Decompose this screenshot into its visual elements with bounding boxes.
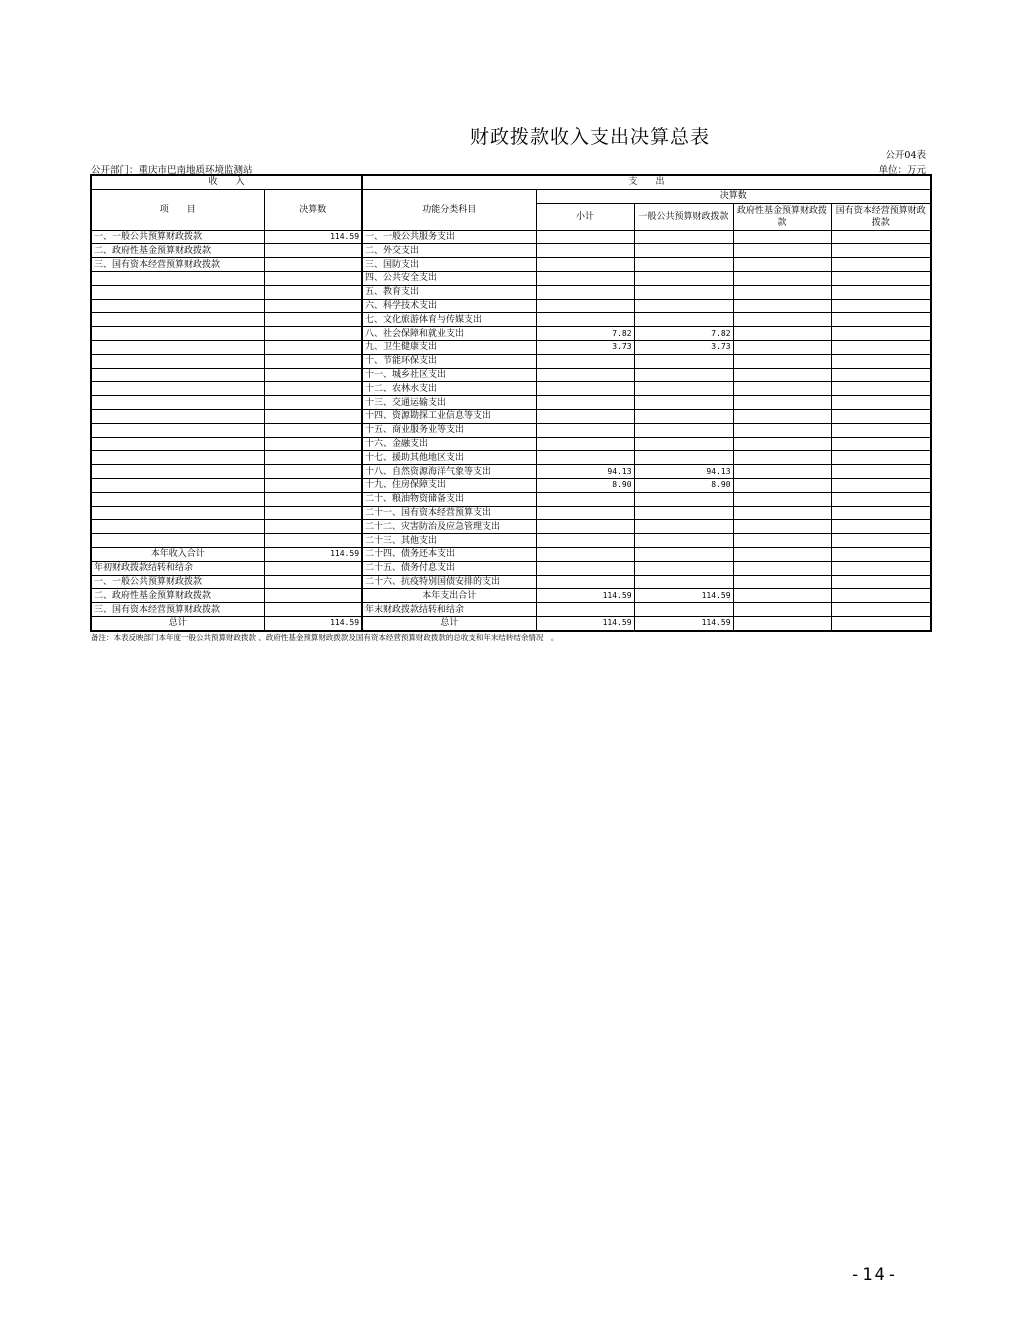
state-capital-cell <box>831 396 931 410</box>
table-row <box>91 285 931 299</box>
income-item-cell: 二、政府性基金预算财政拨款 <box>91 589 264 603</box>
income-amount-cell <box>264 368 362 382</box>
general-budget-cell: 94.13 <box>634 465 733 479</box>
state-capital-cell <box>831 271 931 285</box>
income-amount-cell <box>264 534 362 548</box>
expense-item-cell: 本年支出合计 <box>362 589 536 603</box>
expense-item-cell: 十四、资源勘探工业信息等支出 <box>362 409 536 423</box>
state-capital-cell <box>831 327 931 341</box>
income-amount-cell <box>264 437 362 451</box>
general-budget-header: 一般公共预算财政拨款 <box>634 203 733 230</box>
expense-item-cell: 二、外交支出 <box>362 244 536 258</box>
table-row <box>91 506 931 520</box>
general-budget-cell <box>634 299 733 313</box>
state-capital-cell <box>831 575 931 589</box>
income-amount-cell <box>264 244 362 258</box>
table-row <box>91 313 931 327</box>
income-item-cell <box>91 437 264 451</box>
subtotal-cell <box>536 285 634 299</box>
income-amount-cell <box>264 506 362 520</box>
state-capital-cell <box>831 340 931 354</box>
state-capital-header: 国有资本经营预算财政拨款 <box>831 203 931 230</box>
expense-item-cell: 二十二、灾害防治及应急管理支出 <box>362 520 536 534</box>
general-budget-cell <box>634 409 733 423</box>
general-budget-cell <box>634 575 733 589</box>
income-amount-cell <box>264 478 362 492</box>
unit-label: 单位：万元 <box>878 165 926 176</box>
state-capital-cell <box>831 492 931 506</box>
income-item-cell: 三、国有资本经营预算财政拨款 <box>91 258 264 272</box>
income-item-cell <box>91 423 264 437</box>
gov-fund-cell <box>733 423 831 437</box>
expense-item-cell: 九、卫生健康支出 <box>362 340 536 354</box>
income-item-cell <box>91 299 264 313</box>
income-amount-cell <box>264 575 362 589</box>
subtotal-cell <box>536 368 634 382</box>
subtotal-cell <box>536 271 634 285</box>
income-item-cell <box>91 354 264 368</box>
general-budget-cell <box>634 285 733 299</box>
state-capital-cell <box>831 534 931 548</box>
income-item-cell <box>91 534 264 548</box>
state-capital-cell <box>831 230 931 244</box>
expense-item-cell: 十三、交通运输支出 <box>362 396 536 410</box>
expense-item-cell: 八、社会保障和就业支出 <box>362 327 536 341</box>
table-row <box>91 575 931 589</box>
table-row <box>91 423 931 437</box>
expense-item-cell: 二十一、国有资本经营预算支出 <box>362 506 536 520</box>
income-amount-cell <box>264 382 362 396</box>
income-item-cell: 二、政府性基金预算财政拨款 <box>91 244 264 258</box>
gov-fund-cell <box>733 327 831 341</box>
gov-fund-cell <box>733 492 831 506</box>
general-budget-cell <box>634 603 733 617</box>
subtotal-cell <box>536 534 634 548</box>
page-title: 财政拨款收入支出决算总表 <box>469 126 710 148</box>
income-amount-cell <box>264 589 362 603</box>
expense-item-cell: 七、文化旅游体育与传媒支出 <box>362 313 536 327</box>
subtotal-cell <box>536 451 634 465</box>
form-code: 公开04表 <box>885 150 926 161</box>
state-capital-cell <box>831 244 931 258</box>
table-row <box>91 547 931 561</box>
expense-item-cell: 十九、住房保障支出 <box>362 478 536 492</box>
gov-fund-cell <box>733 616 831 630</box>
state-capital-cell <box>831 437 931 451</box>
expense-item-cell: 十五、商业服务业等支出 <box>362 423 536 437</box>
table-row <box>91 616 931 630</box>
table-row <box>91 396 931 410</box>
expense-item-cell: 十六、金融支出 <box>362 437 536 451</box>
gov-fund-cell <box>733 354 831 368</box>
income-item-cell <box>91 285 264 299</box>
gov-fund-cell <box>733 478 831 492</box>
expense-item-cell: 五、教育支出 <box>362 285 536 299</box>
income-item-cell <box>91 313 264 327</box>
footnote: 备注：本表反映部门本年度一般公共预算财政拨款 、政府性基金预算财政拨款及国有资本经营预算财政拨款的总收支和年末结转结余情况 。 <box>91 633 559 642</box>
state-capital-cell <box>831 478 931 492</box>
general-budget-cell: 7.82 <box>634 327 733 341</box>
income-item-cell <box>91 451 264 465</box>
table-row <box>91 561 931 575</box>
general-budget-cell <box>634 520 733 534</box>
income-item-cell <box>91 382 264 396</box>
budget-summary-table <box>90 174 932 632</box>
table-row <box>91 478 931 492</box>
state-capital-cell <box>831 299 931 313</box>
gov-fund-cell <box>733 465 831 479</box>
income-item-cell <box>91 396 264 410</box>
state-capital-cell <box>831 589 931 603</box>
general-budget-cell <box>634 313 733 327</box>
state-capital-cell <box>831 616 931 630</box>
income-item-cell: 三、国有资本经营预算财政拨款 <box>91 603 264 617</box>
state-capital-cell <box>831 603 931 617</box>
gov-fund-cell <box>733 534 831 548</box>
income-amount-cell <box>264 354 362 368</box>
income-amount-cell <box>264 603 362 617</box>
table-row <box>91 244 931 258</box>
expense-item-cell: 二十六、抗疫特别国债安排的支出 <box>362 575 536 589</box>
state-capital-cell <box>831 561 931 575</box>
general-budget-cell: 8.90 <box>634 478 733 492</box>
income-item-cell <box>91 327 264 341</box>
table-row <box>91 382 931 396</box>
expense-header: 支 出 <box>362 175 931 189</box>
subtotal-cell <box>536 396 634 410</box>
general-budget-cell <box>634 423 733 437</box>
income-amount-cell: 114.59 <box>264 616 362 630</box>
subtotal-cell <box>536 423 634 437</box>
gov-fund-header: 政府性基金预算财政拨款 <box>733 203 831 230</box>
subtotal-cell <box>536 354 634 368</box>
table-row <box>91 354 931 368</box>
income-amount-cell <box>264 451 362 465</box>
state-capital-cell <box>831 409 931 423</box>
income-amount-cell <box>264 340 362 354</box>
expense-item-cell: 四、公共安全支出 <box>362 271 536 285</box>
subtotal-cell <box>536 299 634 313</box>
income-item-cell: 一、一般公共预算财政拨款 <box>91 575 264 589</box>
expense-item-cell: 三、国防支出 <box>362 258 536 272</box>
subtotal-cell: 114.59 <box>536 589 634 603</box>
expense-item-cell: 一、一般公共服务支出 <box>362 230 536 244</box>
general-budget-cell <box>634 547 733 561</box>
table-row <box>91 258 931 272</box>
table-row <box>91 492 931 506</box>
table-row <box>91 299 931 313</box>
gov-fund-cell <box>733 506 831 520</box>
general-budget-cell <box>634 534 733 548</box>
income-item-cell: 本年收入合计 <box>91 547 264 561</box>
state-capital-cell <box>831 258 931 272</box>
subtotal-cell <box>536 313 634 327</box>
expense-item-cell: 十二、农林水支出 <box>362 382 536 396</box>
expense-item-cell: 六、科学技术支出 <box>362 299 536 313</box>
income-header: 收 入 <box>91 175 362 189</box>
general-budget-cell <box>634 561 733 575</box>
subtotal-cell: 114.59 <box>536 616 634 630</box>
state-capital-cell <box>831 285 931 299</box>
gov-fund-cell <box>733 340 831 354</box>
department-label: 公开部门：重庆市巴南地质环境监测站 <box>91 165 253 176</box>
table-row <box>91 340 931 354</box>
subtotal-cell <box>536 561 634 575</box>
general-budget-cell: 114.59 <box>634 616 733 630</box>
income-item-cell: 总计 <box>91 616 264 630</box>
item-header: 项 目 <box>91 189 264 230</box>
income-item-cell <box>91 492 264 506</box>
page-number: -14- <box>850 1265 899 1285</box>
income-item-cell <box>91 409 264 423</box>
table-row <box>91 603 931 617</box>
state-capital-cell <box>831 354 931 368</box>
table-row <box>91 271 931 285</box>
expense-item-cell: 年末财政拨款结转和结余 <box>362 603 536 617</box>
gov-fund-cell <box>733 244 831 258</box>
table-row <box>91 327 931 341</box>
gov-fund-cell <box>733 589 831 603</box>
subtotal-cell: 7.82 <box>536 327 634 341</box>
gov-fund-cell <box>733 409 831 423</box>
table-row <box>91 534 931 548</box>
subtotal-cell <box>536 409 634 423</box>
gov-fund-cell <box>733 575 831 589</box>
table-row <box>91 368 931 382</box>
income-amount-cell <box>264 299 362 313</box>
income-item-cell <box>91 520 264 534</box>
table-body <box>91 230 931 631</box>
income-amount-cell <box>264 313 362 327</box>
state-capital-cell <box>831 547 931 561</box>
income-amount-cell <box>264 520 362 534</box>
income-amount-cell <box>264 285 362 299</box>
subtotal-cell <box>536 603 634 617</box>
general-budget-cell <box>634 258 733 272</box>
income-item-cell <box>91 368 264 382</box>
expense-item-cell: 二十四、债务还本支出 <box>362 547 536 561</box>
general-budget-cell <box>634 382 733 396</box>
income-item-cell: 年初财政拨款结转和结余 <box>91 561 264 575</box>
state-capital-cell <box>831 368 931 382</box>
subtotal-cell: 8.90 <box>536 478 634 492</box>
general-budget-cell <box>634 244 733 258</box>
income-amount-cell: 114.59 <box>264 230 362 244</box>
general-budget-cell: 114.59 <box>634 589 733 603</box>
general-budget-cell <box>634 354 733 368</box>
state-capital-cell <box>831 423 931 437</box>
subtotal-cell <box>536 492 634 506</box>
table-row <box>91 230 931 244</box>
subtotal-cell <box>536 575 634 589</box>
final-amount-header: 决算数 <box>536 189 931 203</box>
income-item-cell <box>91 465 264 479</box>
income-amount-cell <box>264 409 362 423</box>
expense-item-cell: 二十五、债务付息支出 <box>362 561 536 575</box>
gov-fund-cell <box>733 271 831 285</box>
income-item-cell <box>91 478 264 492</box>
gov-fund-cell <box>733 313 831 327</box>
table-row <box>91 465 931 479</box>
expense-item-cell: 二十三、其他支出 <box>362 534 536 548</box>
gov-fund-cell <box>733 368 831 382</box>
subtotal-cell <box>536 244 634 258</box>
expense-item-cell: 总计 <box>362 616 536 630</box>
general-budget-cell <box>634 368 733 382</box>
subtotal-cell <box>536 258 634 272</box>
income-item-cell <box>91 271 264 285</box>
gov-fund-cell <box>733 451 831 465</box>
subtotal-cell <box>536 520 634 534</box>
general-budget-cell <box>634 492 733 506</box>
state-capital-cell <box>831 451 931 465</box>
general-budget-cell <box>634 451 733 465</box>
general-budget-cell <box>634 230 733 244</box>
state-capital-cell <box>831 520 931 534</box>
income-amount-cell <box>264 258 362 272</box>
income-amount-cell <box>264 561 362 575</box>
expense-item-cell: 十七、援助其他地区支出 <box>362 451 536 465</box>
gov-fund-cell <box>733 520 831 534</box>
gov-fund-cell <box>733 285 831 299</box>
income-amount-cell <box>264 396 362 410</box>
gov-fund-cell <box>733 561 831 575</box>
income-amount-cell <box>264 423 362 437</box>
gov-fund-cell <box>733 547 831 561</box>
table-row <box>91 409 931 423</box>
subtotal-cell: 3.73 <box>536 340 634 354</box>
general-budget-cell <box>634 396 733 410</box>
income-item-cell <box>91 340 264 354</box>
subtotal-cell <box>536 382 634 396</box>
state-capital-cell <box>831 506 931 520</box>
income-amount-cell <box>264 465 362 479</box>
income-amount-header: 决算数 <box>264 189 362 230</box>
expense-item-cell: 十一、城乡社区支出 <box>362 368 536 382</box>
table-row <box>91 589 931 603</box>
general-budget-cell <box>634 271 733 285</box>
income-amount-cell <box>264 327 362 341</box>
subtotal-cell <box>536 230 634 244</box>
subtotal-header: 小计 <box>536 203 634 230</box>
function-class-header: 功能分类科目 <box>362 189 536 230</box>
subtotal-cell <box>536 506 634 520</box>
gov-fund-cell <box>733 299 831 313</box>
gov-fund-cell <box>733 396 831 410</box>
general-budget-cell: 3.73 <box>634 340 733 354</box>
general-budget-cell <box>634 437 733 451</box>
income-item-cell <box>91 506 264 520</box>
state-capital-cell <box>831 313 931 327</box>
gov-fund-cell <box>733 603 831 617</box>
state-capital-cell <box>831 465 931 479</box>
income-item-cell: 一、一般公共预算财政拨款 <box>91 230 264 244</box>
gov-fund-cell <box>733 258 831 272</box>
subtotal-cell: 94.13 <box>536 465 634 479</box>
gov-fund-cell <box>733 382 831 396</box>
income-amount-cell <box>264 492 362 506</box>
table-row <box>91 437 931 451</box>
income-amount-cell <box>264 271 362 285</box>
gov-fund-cell <box>733 230 831 244</box>
expense-item-cell: 二十、粮油物资储备支出 <box>362 492 536 506</box>
expense-item-cell: 十、节能环保支出 <box>362 354 536 368</box>
income-amount-cell: 114.59 <box>264 547 362 561</box>
subtotal-cell <box>536 437 634 451</box>
table-row <box>91 451 931 465</box>
expense-item-cell: 十八、自然资源海洋气象等支出 <box>362 465 536 479</box>
table-row <box>91 520 931 534</box>
gov-fund-cell <box>733 437 831 451</box>
general-budget-cell <box>634 506 733 520</box>
subtotal-cell <box>536 547 634 561</box>
state-capital-cell <box>831 382 931 396</box>
